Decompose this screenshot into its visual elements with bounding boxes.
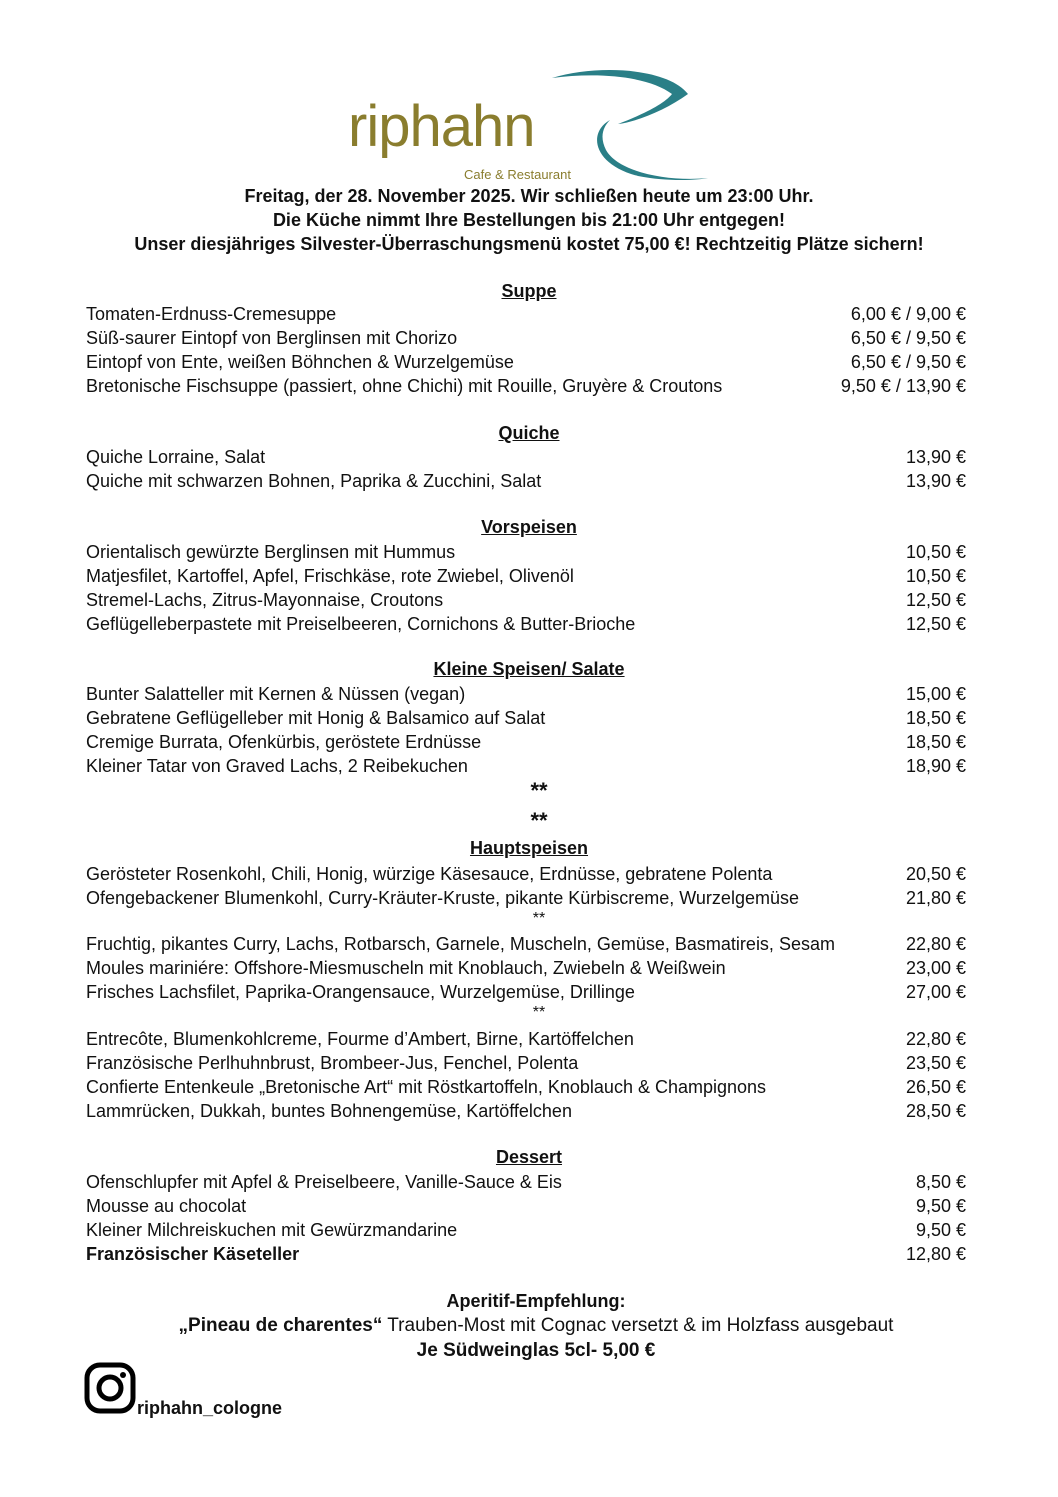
item-name: Französischer Käseteller [86,1244,300,1264]
menu-item [86,612,966,636]
item-price: 12,50 € [905,614,966,634]
item-name: Geflügelleberpastete mit Preiselbeeren, Cornichons & Butter-Brioche [86,614,636,634]
item-name: Französische Perlhuhnbrust, Brombeer-Jus, Fenchel, Polenta [86,1053,579,1073]
menu-item [86,1027,966,1051]
item-price: 20,50 € [905,864,966,884]
menu-item [86,1218,966,1242]
menu-item [86,1194,966,1218]
menu-item [86,730,966,754]
item-price: 22,80 € [905,934,966,954]
item-name: Stremel-Lachs, Zitrus-Mayonnaise, Croutons [86,590,444,610]
item-name: Moules mariniére: Offshore-Miesmuscheln mit Knoblauch, Zwiebeln & Weißwein [86,958,726,978]
item-name: Kleiner Tatar von Graved Lachs, 2 Reibekuchen [86,756,468,776]
menu-item [86,564,966,588]
item-price: 6,50 € / 9,50 € [850,352,966,372]
aperitif-title: Aperitif-Empfehlung: [446,1291,626,1311]
menu-item [86,956,966,980]
instagram-handle[interactable]: riphahn_cologne [137,1398,283,1418]
item-price: 18,50 € [905,708,966,728]
menu-item [86,350,966,374]
item-name: Bunter Salatteller mit Kernen & Nüssen (vegan) [86,684,466,704]
separator: ** [530,778,548,803]
item-name: Süß-saurer Eintopf von Berglinsen mit Chorizo [86,328,458,348]
item-price: 26,50 € [905,1077,966,1097]
item-price: 8,50 € [915,1172,966,1192]
menu-item [86,540,966,564]
item-price: 12,50 € [905,590,966,610]
separator: ** [530,808,548,833]
item-name: Cremige Burrata, Ofenkürbis, geröstete Erdnüsse [86,732,482,752]
section-title-quiche: Quiche [498,423,560,443]
menu-item [86,754,966,778]
item-name: Kleiner Milchreiskuchen mit Gewürzmandarine [86,1220,458,1240]
logo-swoosh-icon [548,64,708,186]
item-name: Orientalisch gewürzte Berglinsen mit Hummus [86,542,456,562]
item-price: 12,80 € [905,1244,966,1264]
item-price: 9,50 € / 13,90 € [840,376,966,396]
menu-item [86,1242,966,1266]
item-price: 6,00 € / 9,00 € [850,304,966,324]
menu-item [86,445,966,469]
item-name: Ofenschlupfer mit Apfel & Preiselbeere, Vanille-Sauce & Eis [86,1172,562,1192]
instagram-icon [84,1362,136,1414]
item-name: Eintopf von Ente, weißen Böhnchen & Wurzelgemüse [86,352,514,372]
menu-item [86,1099,966,1123]
item-name: Matjesfilet, Kartoffel, Apfel, Frischkäse, rote Zwiebel, Olivenöl [86,566,574,586]
section-title-hauptspeisen: Hauptspeisen [469,838,589,858]
item-name: Tomaten-Erdnuss-Cremesuppe [86,304,337,324]
item-name: Gerösteter Rosenkohl, Chili, Honig, würzige Käsesauce, Erdnüsse, gebratene Polenta [86,864,773,884]
logo-subtitle: Cafe & Restaurant [464,167,571,182]
menu-item [86,980,966,1004]
menu-item [86,588,966,612]
item-name: Bretonische Fischsuppe (passiert, ohne Chichi) mit Rouille, Gruyère & Croutons [86,376,723,396]
item-name: Ofengebackener Blumenkohl, Curry-Kräuter-Kruste, pikante Kürbiscreme, Wurzelgemüse [86,888,799,908]
aperitif-recommendation [0,1315,1058,1337]
menu-item [86,1075,966,1099]
menu-item [86,706,966,730]
item-price: 18,90 € [905,756,966,776]
aperitif-price: Je Südweinglas 5cl- 5,00 € [416,1340,656,1361]
aperitif-description: Trauben-Most mit Cognac versetzt & im Holzfass ausgebaut [387,1315,894,1336]
menu-item [86,374,966,398]
menu-item [86,886,966,910]
menu-item [86,932,966,956]
notice-line: Freitag, der 28. November 2025. Wir schließen heute um 23:00 Uhr. [244,186,814,206]
item-price: 21,80 € [905,888,966,908]
aperitif-drink: „Pineau de charentes“ [178,1315,383,1336]
menu-item [86,302,966,326]
logo-name: riphahn [348,94,535,159]
item-price: 13,90 € [905,447,966,467]
item-name: Lammrücken, Dukkah, buntes Bohnengemüse, Kartöffelchen [86,1101,572,1121]
item-price: 15,00 € [905,684,966,704]
menu-item [86,862,966,886]
item-price: 13,90 € [905,471,966,491]
item-price: 23,00 € [905,958,966,978]
section-title-vorspeisen: Vorspeisen [481,517,577,537]
notice-line: Unser diesjähriges Silvester-Überraschungsmenü kostet 75,00 €! Rechtzeitig Plätze sichern! [134,234,924,254]
item-price: 18,50 € [905,732,966,752]
item-price: 9,50 € [915,1220,966,1240]
item-price: 28,50 € [905,1101,966,1121]
item-name: Confierte Entenkeule „Bretonische Art“ mit Röstkartoffeln, Knoblauch & Champignons [86,1077,767,1097]
item-price: 23,50 € [905,1053,966,1073]
separator: ** [532,1004,546,1021]
notice-line: Die Küche nimmt Ihre Bestellungen bis 21:00 Uhr entgegen! [272,210,786,230]
separator: ** [532,910,546,927]
item-price: 22,80 € [905,1029,966,1049]
item-price: 27,00 € [905,982,966,1002]
item-name: Entrecôte, Blumenkohlcreme, Fourme d’Ambert, Birne, Kartöffelchen [86,1029,634,1049]
menu-item [86,1170,966,1194]
item-name: Quiche mit schwarzen Bohnen, Paprika & Zucchini, Salat [86,471,542,491]
item-name: Mousse au chocolat [86,1196,247,1216]
logo [0,0,1058,190]
section-title-kleine-speisen: Kleine Speisen/ Salate [433,659,625,679]
menu-item [86,1051,966,1075]
item-name: Gebratene Geflügelleber mit Honig & Balsamico auf Salat [86,708,546,728]
item-price: 10,50 € [905,542,966,562]
menu-item [86,326,966,350]
item-price: 6,50 € / 9,50 € [850,328,966,348]
item-price: 9,50 € [915,1196,966,1216]
item-price: 10,50 € [905,566,966,586]
menu-item [86,469,966,493]
menu-item [86,682,966,706]
item-name: Frisches Lachsfilet, Paprika-Orangensauce, Wurzelgemüse, Drillinge [86,982,635,1002]
section-title-suppe: Suppe [501,281,557,301]
item-name: Fruchtig, pikantes Curry, Lachs, Rotbarsch, Garnele, Muscheln, Gemüse, Basmatireis, Sesam [86,934,835,954]
section-title-dessert: Dessert [495,1147,563,1167]
item-name: Quiche Lorraine, Salat [86,447,266,467]
